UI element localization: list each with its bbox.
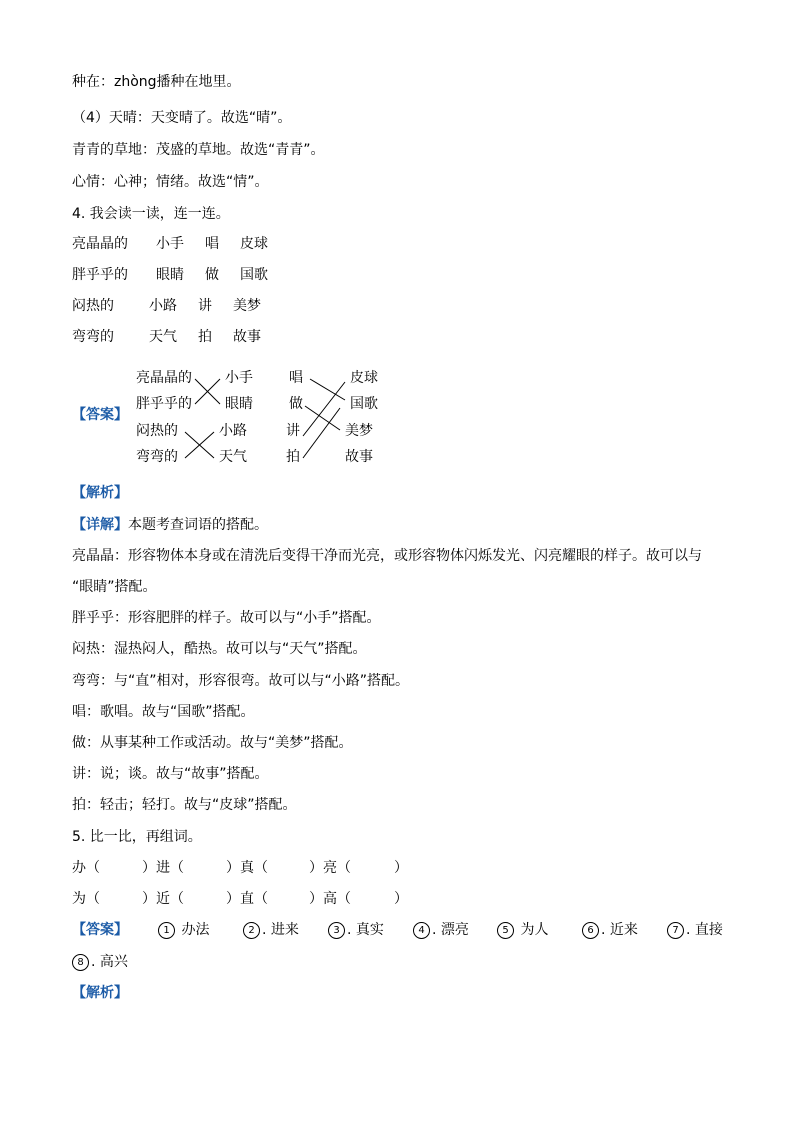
q5-cell: 办（ — [72, 860, 100, 876]
detail-line: 亮晶晶：形容物体本身或在清洗后变得干净而光亮，或形容物体闪烁发光、闪亮耀眼的样子。故可以与 — [72, 548, 702, 564]
answer-label: 【答案】 — [72, 922, 128, 938]
detail-intro: 本题考查词语的搭配。 — [128, 517, 268, 533]
detail-line: 讲：说；谈。故与“故事”搭配。 — [72, 766, 269, 782]
question-4-title: 4. 我会读一读，连一连。 — [72, 206, 230, 222]
detail-line: 拍：轻击；轻打。故与“皮球”搭配。 — [72, 797, 297, 813]
diagram-noun: 故事 — [345, 449, 373, 465]
q4-cell: 小手 — [156, 236, 184, 252]
q4-cell: 故事 — [233, 329, 261, 345]
q5-cell: ） — [394, 891, 408, 907]
q4-cell: 闷热的 — [72, 298, 114, 314]
question-5-title: 5. 比一比，再组词。 — [72, 829, 202, 845]
q5-cell: ）真（ — [226, 860, 268, 876]
diagram-verb: 讲 — [286, 423, 300, 439]
diagram-noun: 小手 — [225, 370, 253, 386]
q4-cell: 皮球 — [240, 236, 268, 252]
q5-cell: ）高（ — [309, 891, 351, 907]
text-line: 种在：zhòng播种在地里。 — [72, 74, 241, 90]
answer-item: 6 . 近来 — [582, 921, 638, 939]
q5-cell: ）直（ — [226, 891, 268, 907]
text-line: 青青的草地：茂盛的草地。故选“青青”。 — [72, 142, 325, 158]
detail-line — [72, 516, 268, 534]
answer-label: 【答案】 — [72, 407, 128, 423]
diagram-noun: 皮球 — [350, 370, 378, 386]
answer-item: 7 . 直接 — [667, 921, 723, 939]
detail-line: 做：从事某种工作或活动。故与“美梦”搭配。 — [72, 735, 353, 751]
q4-cell: 美梦 — [233, 298, 261, 314]
q4-cell: 小路 — [149, 298, 177, 314]
diagram-noun: 眼睛 — [225, 396, 253, 412]
detail-line: 胖乎乎：形容肥胖的样子。故可以与“小手”搭配。 — [72, 610, 381, 626]
q4-cell: 眼睛 — [156, 267, 184, 283]
detail-line: “眼睛”搭配。 — [72, 579, 157, 595]
q4-cell: 亮晶晶的 — [72, 236, 128, 252]
answer-item: 4 . 漂亮 — [413, 921, 469, 939]
q4-cell: 做 — [205, 267, 219, 283]
diagram-verb: 拍 — [286, 449, 300, 465]
q4-cell: 唱 — [205, 236, 219, 252]
diagram-adjective: 闷热的 — [136, 423, 178, 439]
detail-line: 唱：歌唱。故与“国歌”搭配。 — [72, 704, 255, 720]
diagram-adjective: 胖乎乎的 — [136, 396, 192, 412]
q5-cell: 为（ — [72, 891, 100, 907]
q5-cell: ） — [394, 860, 408, 876]
analysis-label: 【解析】 — [72, 485, 128, 501]
q4-cell: 天气 — [149, 329, 177, 345]
diagram-noun: 美梦 — [345, 423, 373, 439]
answer-item: 1 办法 — [158, 921, 209, 939]
answer-item: 5 为人 — [497, 921, 548, 939]
q5-cell: ）亮（ — [309, 860, 351, 876]
match-line — [303, 408, 340, 458]
answer-item: 2 . 进来 — [243, 921, 299, 939]
answer-item: 3 . 真实 — [328, 921, 384, 939]
q4-cell: 胖乎乎的 — [72, 267, 128, 283]
diagram-noun: 小路 — [219, 423, 247, 439]
detail-line: 弯弯：与“直”相对，形容很弯。故可以与“小路”搭配。 — [72, 673, 410, 689]
detail-line: 闷热：湿热闷人，酷热。故可以与“天气”搭配。 — [72, 641, 367, 657]
q4-cell: 国歌 — [240, 267, 268, 283]
q4-cell: 弯弯的 — [72, 329, 114, 345]
answer-item: 8 . 高兴 — [72, 953, 128, 971]
text-line: 心情：心神；情绪。故选“情”。 — [72, 174, 269, 190]
diagram-verb: 做 — [289, 396, 303, 412]
diagram-noun: 国歌 — [350, 396, 378, 412]
diagram-adjective: 亮晶晶的 — [136, 370, 192, 386]
diagram-verb: 唱 — [289, 370, 303, 386]
diagram-adjective: 弯弯的 — [136, 449, 178, 465]
text-line: （4）天晴：天变晴了。故选“晴”。 — [72, 110, 292, 126]
q5-cell: ）近（ — [142, 891, 184, 907]
q4-cell: 拍 — [198, 329, 212, 345]
diagram-noun: 天气 — [219, 449, 247, 465]
q4-cell: 讲 — [198, 298, 212, 314]
detail-label: 【详解】 — [72, 517, 128, 533]
analysis-label: 【解析】 — [72, 985, 128, 1001]
q5-cell: ）进（ — [142, 860, 184, 876]
